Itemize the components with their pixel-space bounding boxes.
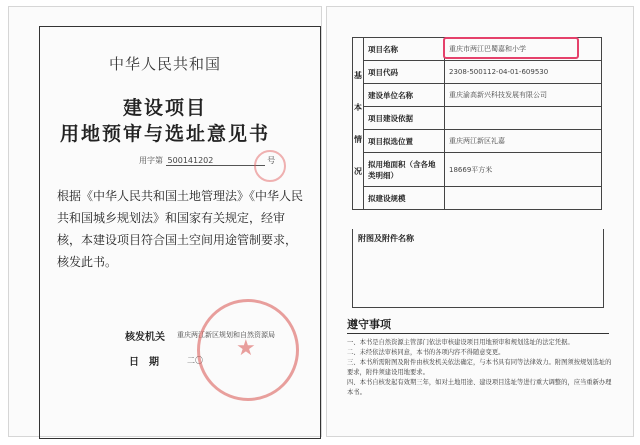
serial-value: 500141202	[166, 156, 265, 166]
note-item: 一、本书是自然资源主管部门依法审核建设项目用地预审和规划选址的法定凭据。	[347, 339, 574, 346]
title-line-2: 用地预审与选址意见书	[59, 123, 270, 145]
serial-label: 用字第	[139, 156, 163, 165]
row-label: 项目建设依据	[364, 107, 445, 130]
left-page	[8, 6, 322, 437]
serial-suffix: 号	[267, 156, 276, 165]
attachments-box	[352, 229, 604, 308]
seal-stamp-small	[254, 150, 286, 182]
project-basis-value	[445, 107, 602, 130]
row-label: 项目代码	[364, 61, 445, 84]
date-value: 二〇	[187, 356, 203, 365]
land-area-value: 18669平方米	[445, 153, 602, 187]
notes-title: 遵守事项	[347, 318, 391, 331]
note-item: 二、未经依法审核同意，本书的各项内容不得随意变更。	[347, 349, 505, 356]
date-label: 日期	[129, 357, 169, 368]
title-line-1: 建设项目	[122, 97, 207, 119]
right-page	[326, 6, 634, 437]
location-value: 重庆两江新区礼嘉	[445, 130, 602, 153]
builder-name-value: 重庆渝高新兴科技发展有限公司	[445, 84, 602, 107]
project-name-value: 重庆市两江巴蜀嘉和小学	[445, 38, 602, 61]
row-label: 项目拟选位置	[364, 130, 445, 153]
note-item: 三、本书所需附图及附件由核发机关依法确定，与本书具有同等法律效力。附图须按规划选址的要求，附件须建设用地要求。	[347, 359, 612, 376]
row-label: 拟建设规模	[364, 187, 445, 210]
seal-star-icon: ★	[236, 336, 256, 361]
basic-info-side-label: 基 本 情 况	[353, 38, 364, 210]
country-name: 中华人民共和国	[108, 55, 221, 73]
official-seal	[197, 299, 299, 401]
notes-list	[347, 338, 612, 398]
project-info-table	[352, 37, 602, 210]
row-label: 项目名称	[364, 38, 445, 61]
issuer-label: 核发机关	[125, 332, 165, 343]
row-label: 建设单位名称	[364, 84, 445, 107]
project-name-highlight	[443, 37, 579, 59]
note-item: 四、本书自核发起有效期三年，如对土地用途、建设项目选址等进行重大调整的，应当重新办理本书。	[347, 379, 612, 396]
attachments-label: 附图及附件名称	[358, 234, 414, 243]
issuer-value: 重庆两江新区规划和自然资源局	[177, 331, 275, 339]
body-text: 根据《中华人民共和国土地管理法》《中华人民共和国城乡规划法》和国家有关规定，经审核，本建设项目符合国土空间用途管制要求，核发此书。	[57, 189, 304, 269]
build-scale-value	[445, 187, 602, 210]
project-code-value: 2308-500112-04-01-609530	[445, 61, 602, 84]
notes-divider	[347, 333, 609, 334]
row-label: 拟用地面积（含各地类明细）	[364, 153, 445, 187]
